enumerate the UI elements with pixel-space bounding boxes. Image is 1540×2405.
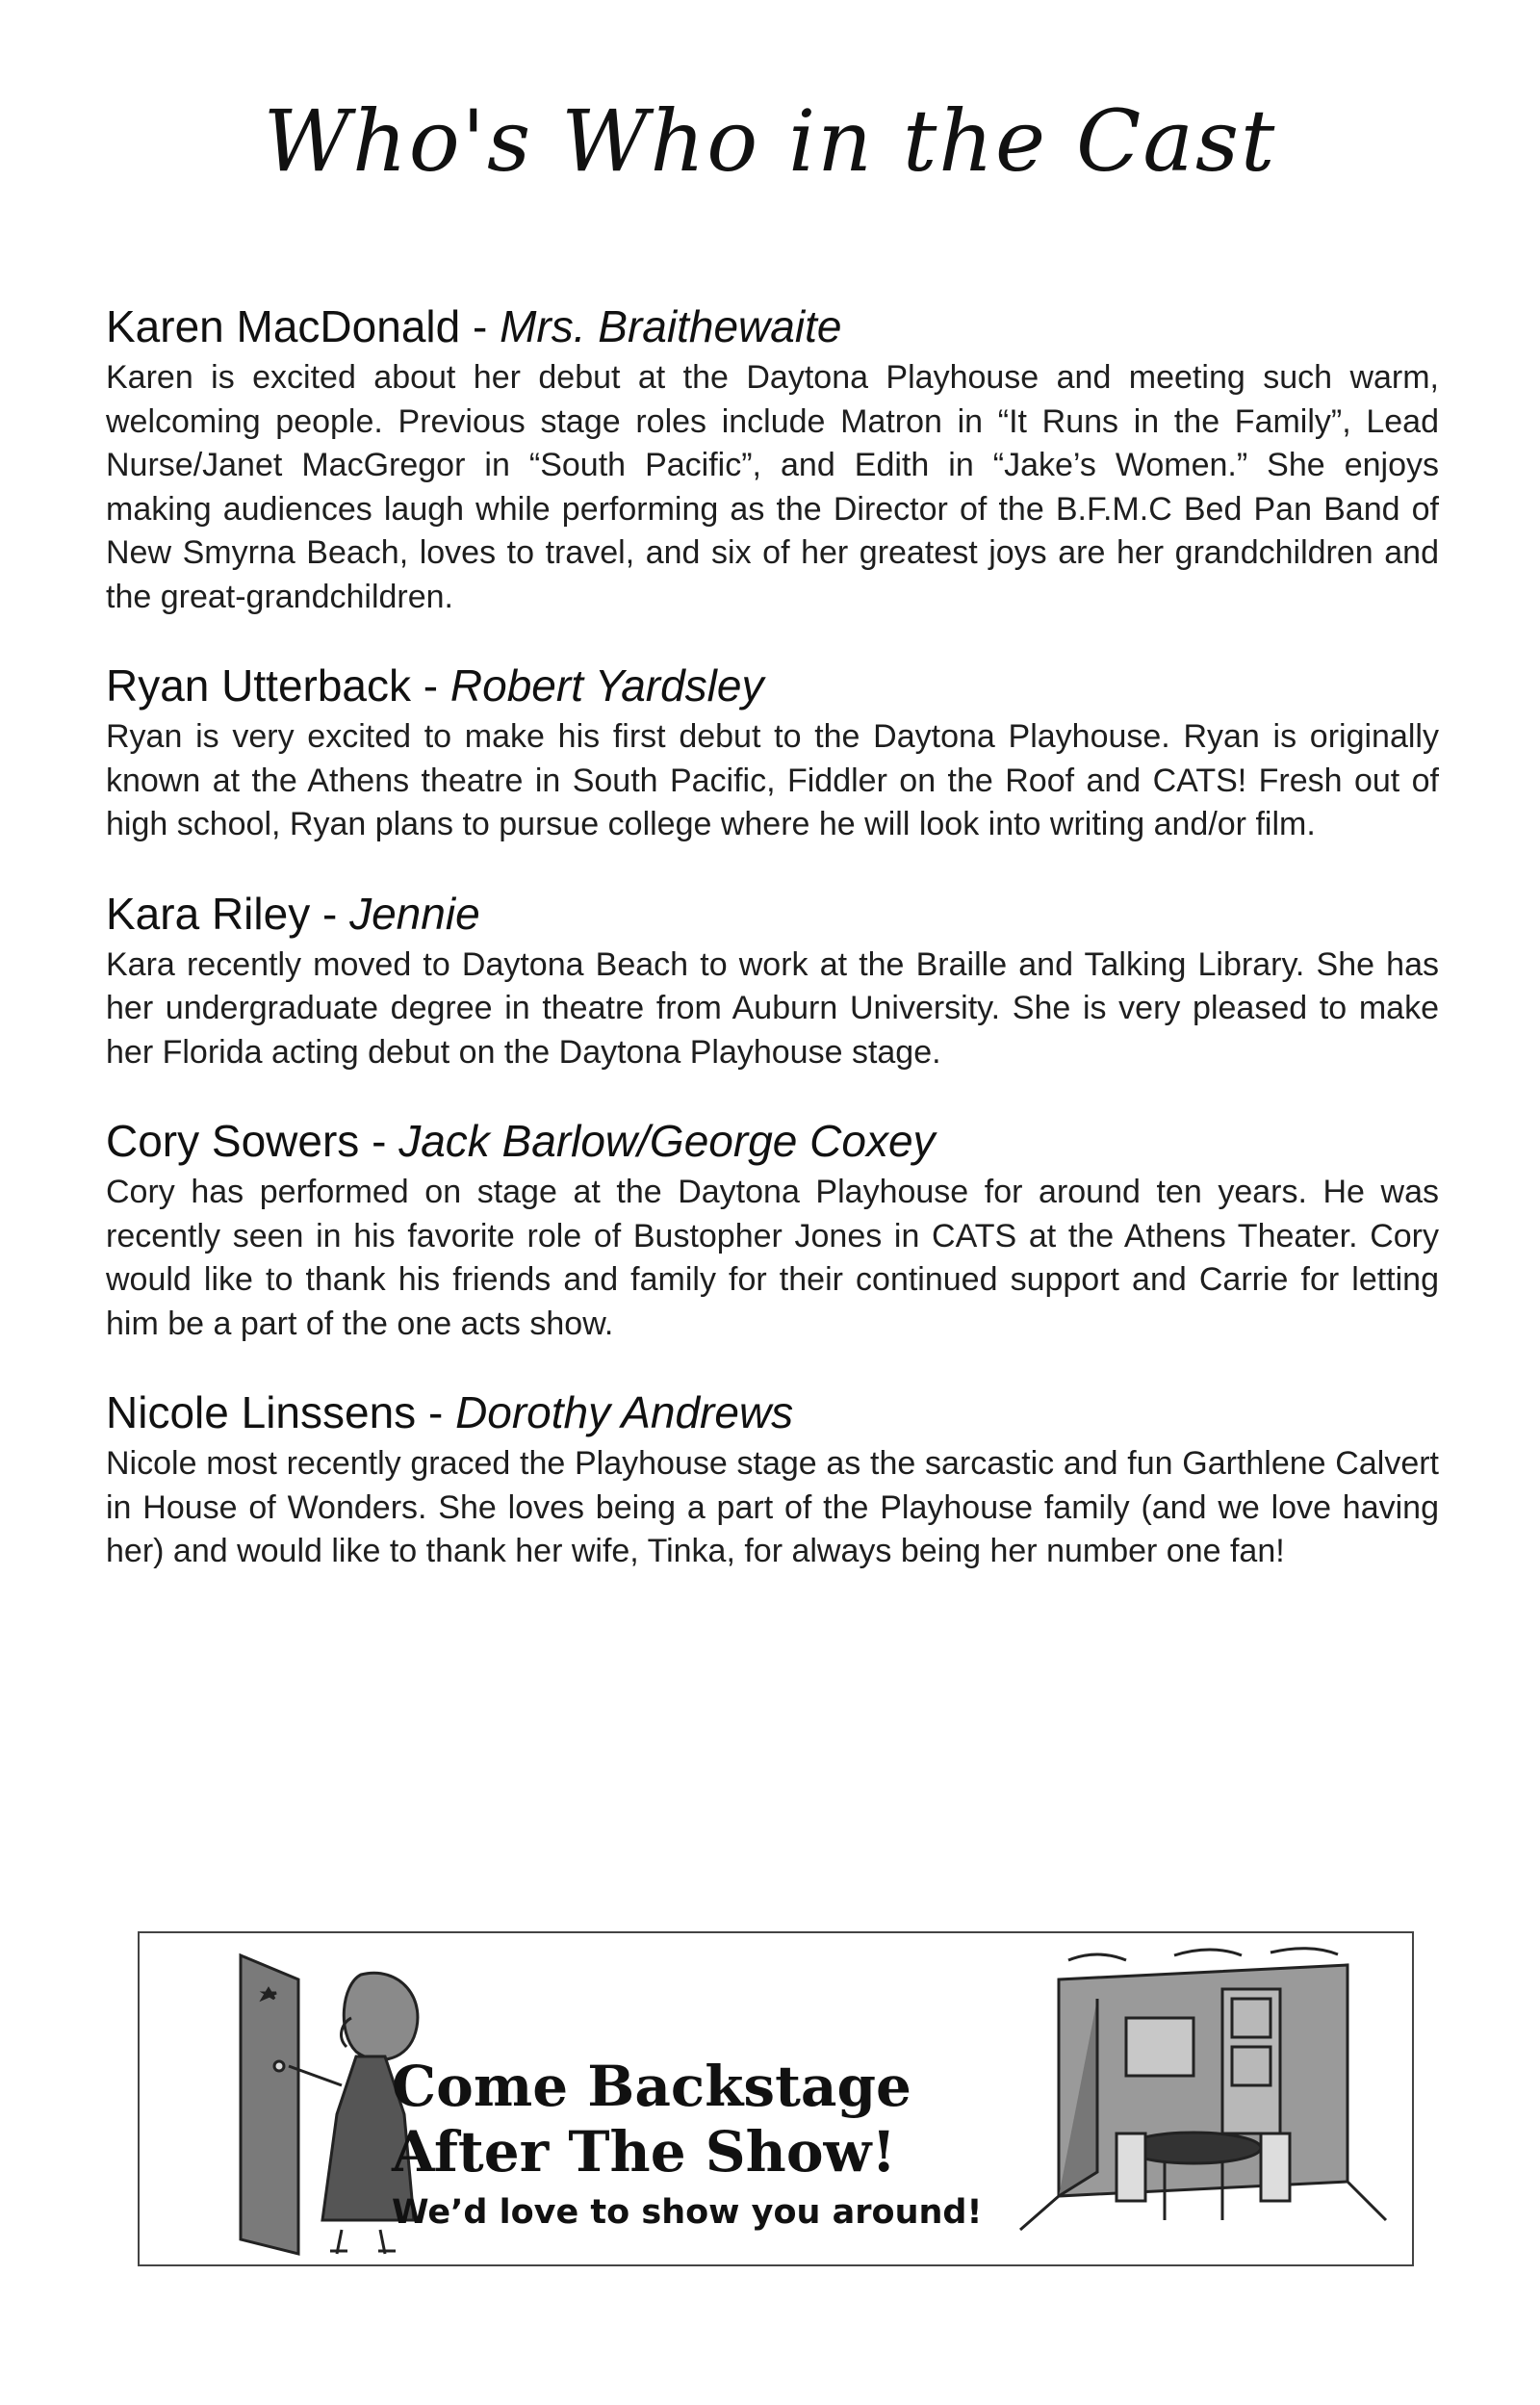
- role-name: Jennie: [349, 888, 480, 939]
- cast-bio: Karen is excited about her debut at the Daytona Playhouse and meeting such warm, welcoming people. Previous stage roles include Matron in “It Runs in the Family”, Lead Nurse/Janet MacGregor in “South Pacific”, and Edith in “Jake’s Women.” She enjoys making audiences laugh while performing as the Director of the B.F.M.C Bed Pan Band of New Smyrna Beach, loves to travel, and six of her greatest joys are her grandchildren and the great-grandchildren.: [106, 359, 1439, 615]
- backstage-banner: [138, 1931, 1414, 2266]
- actor-name: Cory Sowers: [106, 1116, 360, 1166]
- separator: -: [310, 888, 350, 939]
- cast-bio: Ryan is very excited to make his first debut to the Daytona Playhouse. Ryan is originally known at the Athens theatre in South Pacific, Fiddler on the Roof and CATS! Fresh out of high school, Ryan plans to pursue college where he will look into writing and/or film.: [106, 718, 1439, 842]
- cast-entry: [106, 298, 1439, 619]
- backstage-subline: We’d love to show you around!: [392, 2193, 983, 2232]
- role-name: Jack Barlow/George Coxey: [398, 1116, 936, 1166]
- backstage-heading-line-1: Come Backstage: [392, 2054, 911, 2119]
- cast-entry: [106, 1384, 1439, 1574]
- separator: -: [460, 301, 500, 351]
- cast-entry: [106, 658, 1439, 847]
- separator: -: [416, 1387, 456, 1437]
- role-name: Dorothy Andrews: [455, 1387, 794, 1437]
- cast-heading: [106, 886, 1439, 942]
- actor-name: Kara Riley: [106, 888, 311, 939]
- actor-name: Ryan Utterback: [106, 660, 412, 711]
- cast-heading: [106, 1384, 1439, 1440]
- actor-name: Karen MacDonald: [106, 301, 461, 351]
- stage-set-illustration: [1001, 1941, 1405, 2259]
- cast-list: [106, 298, 1439, 1574]
- cast-heading: [106, 658, 1439, 713]
- cast-entry: [106, 1113, 1439, 1346]
- separator: -: [411, 660, 450, 711]
- separator: -: [359, 1116, 399, 1166]
- cast-bio: Cory has performed on stage at the Daytona Playhouse for around ten years. He was recently seen in his favorite role of Bustopher Jones in CATS at the Athens Theater. Cory would like to thank his friends and family for their continued support and Carrie for letting him be a part of the one acts show.: [106, 1174, 1439, 1342]
- cast-bio: Kara recently moved to Daytona Beach to work at the Braille and Talking Library. She has her undergraduate degree in theatre from Auburn University. She is very pleased to make her Florida acting debut on the Daytona Playhouse stage.: [106, 945, 1439, 1071]
- backstage-heading-line-2: After The Show!: [392, 2119, 896, 2185]
- role-name: Robert Yardsley: [449, 660, 764, 711]
- cast-bio: Nicole most recently graced the Playhouse stage as the sarcastic and fun Garthlene Calvert in House of Wonders. She loves being a part of the Playhouse family (and we love having her) and would like to thank her wife, Tinka, for always being her number one fan!: [106, 1445, 1439, 1569]
- page-title: Who's Who in the Cast: [263, 91, 1277, 191]
- actor-name: Nicole Linssens: [106, 1387, 417, 1437]
- cast-heading: [106, 1113, 1439, 1169]
- cast-heading: [106, 298, 1439, 354]
- role-name: Mrs. Braithewaite: [500, 301, 842, 351]
- cast-entry: [106, 886, 1439, 1075]
